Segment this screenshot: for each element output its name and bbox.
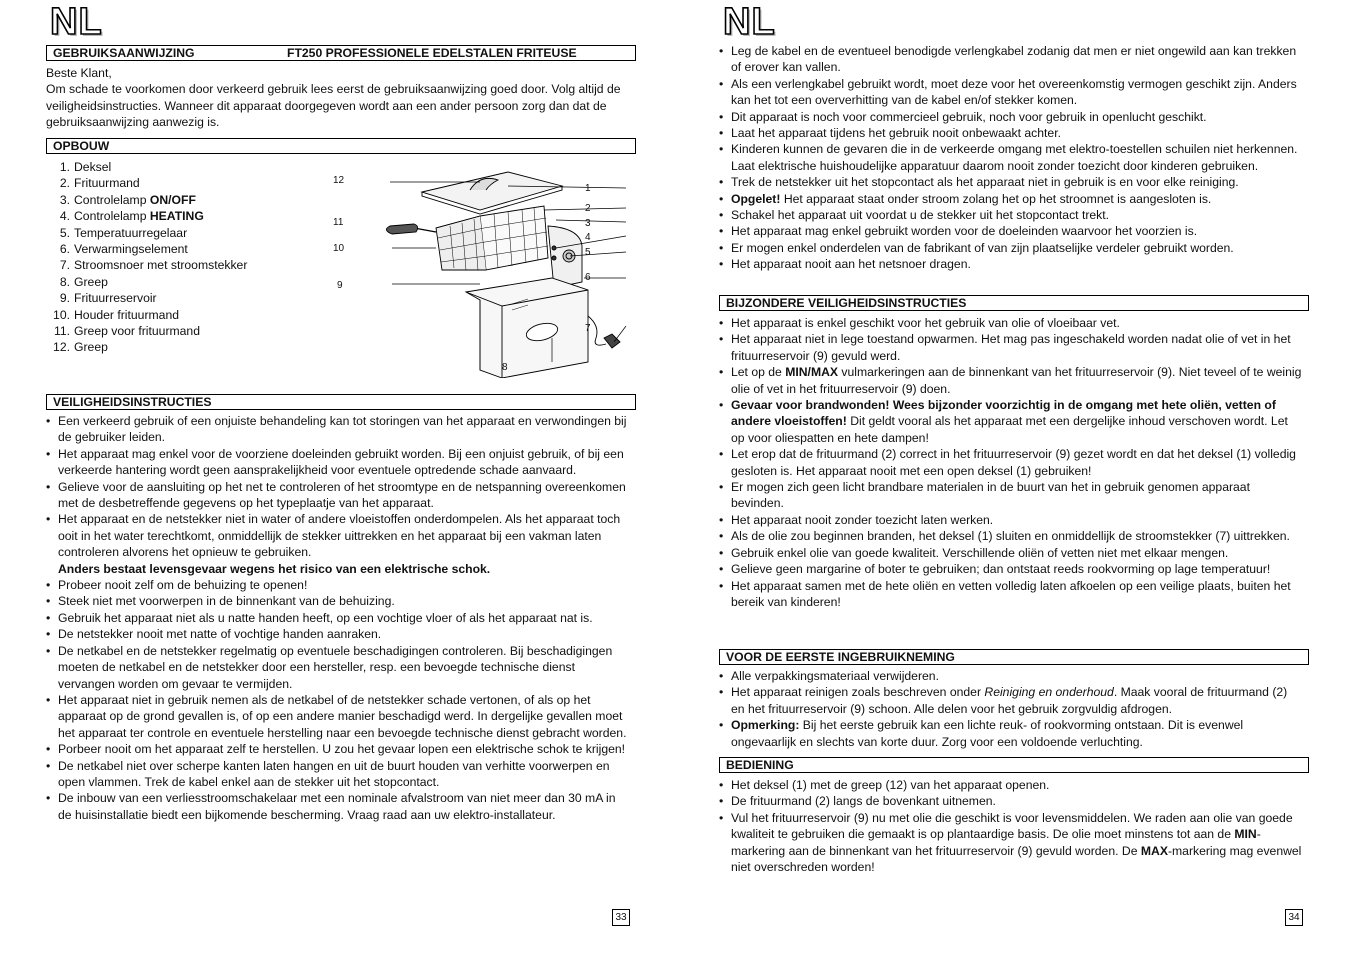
list-item: • Porbeer nooit om het apparaat zelf te herstellen. U zou het gevaar lopen een elektrische schok te krijgen! — [46, 741, 631, 757]
list-item: • Gevaar voor brandwonden! Wees bijzonder voorzichtig in de omgang met hete oliën, vetten of andere vloeistoffen! Dit geldt vooral als het apparaat met een dergelijke inhoud verschoven wordt. Let op voor oliespatten en hete dampen! — [719, 397, 1304, 446]
page-number: 33 — [612, 909, 630, 926]
list-item: • Er mogen enkel onderdelen van de fabrikant of van zijn plaatselijke verdeler gebruikt worden. — [719, 240, 1304, 256]
list-item: • Als een verlengkabel gebruikt wordt, moet deze voor het overeenkomstig vermogen geschikt zijn. Anders kan het tot een oververhitting van de kabel en/of stekker komen. — [719, 76, 1304, 109]
list-item: • Als de olie zou beginnen branden, het deksel (1) sluiten en onmiddellijk de stroomstekker (7) uittrekken. — [719, 528, 1304, 544]
section-bijzondere — [719, 295, 1309, 311]
general-safety-list — [719, 43, 1304, 273]
part-item: 11. Greep voor frituurmand — [53, 323, 200, 338]
page-right — [719, 0, 1304, 954]
section-title: VOOR DE EERSTE INGEBRUIKNEMING — [726, 650, 955, 664]
list-item: • Opmerking: Bij het eerste gebruik kan een lichte reuk- of rookvorming ontstaan. Dit is evenwel ongevaarlijk en slechts van korte duur. Zorg voor een voldoende verluchting. — [719, 717, 1304, 750]
list-item: • Gebruik het apparaat niet als u natte handen heeft, op een vochtige vloer of als het apparaat nat is. — [46, 610, 631, 626]
intro-text: Om schade te voorkomen door verkeerd gebruik lees eerst de gebruiksaanwijzing goed door. Volg altijd de veiligheidsinstructies. Wanneer dit apparaat doorgegeven wordt aan een ander persoon zorg dan dat de gebruiksaanwijzing aanwezig is. — [46, 82, 621, 130]
list-item: • Kinderen kunnen de gevaren die in de verkeerde omgang met elektro-toestellen schuilen niet herkennen. — [719, 141, 1304, 157]
list-item: • Een verkeerd gebruik of een onjuiste behandeling kan tot storingen van het apparaat en verwondingen bij de gebruiker leiden. — [46, 413, 631, 446]
part-item: 9. Frituurreservoir — [59, 291, 157, 306]
part-item: 6. Verwarmingselement — [59, 241, 188, 256]
diagram-label-5: 5 — [585, 247, 591, 258]
diagram-label-6: 6 — [585, 272, 591, 283]
list-item: • Er mogen zich geen licht brandbare materialen in de buurt van het in gebruik genomen apparaat bevinden. — [719, 479, 1304, 512]
product-name: FT250 PROFESSIONELE EDELSTALEN FRITEUSE — [287, 46, 577, 60]
list-item: • De netkabel en de netstekker regelmatig op eventuele beschadigingen controleren. Bij beschadigingen moeten de netkabel en de netstekker door een hersteller, resp. een bevoegde technische dienst vervangen worden om gevaar te vermijden. — [46, 643, 631, 692]
list-item: • Het deksel (1) met de greep (12) van het apparaat openen. — [719, 777, 1304, 793]
part-item: 8. Greep — [59, 274, 108, 289]
operation-list — [719, 777, 1304, 875]
section-veiligheid — [46, 394, 636, 410]
first-use-list — [719, 668, 1304, 750]
part-item: 7. Stroomsnoer met stroomstekker — [59, 258, 248, 273]
list-item: • De frituurmand (2) langs de bovenkant uitnemen. — [719, 793, 1304, 809]
diagram-label-3: 3 — [585, 218, 591, 229]
list-item: • Het apparaat is enkel geschikt voor het gebruik van olie of vloeibaar vet. — [719, 315, 1304, 331]
section-title: BIJZONDERE VEILIGHEIDSINSTRUCTIES — [726, 296, 967, 310]
diagram-label-4: 4 — [585, 232, 591, 243]
page-left — [46, 0, 631, 954]
list-item: • Gelieve voor de aansluiting op het net te controleren of het stroomtype en de netspanning overeenkomen met de desbetreffende gegevens op het typeplaatje van het apparaat. — [46, 479, 631, 512]
diagram-label-11: 11 — [333, 217, 344, 228]
list-item: • Leg de kabel en de eventueel benodigde verlengkabel zodanig dat men er niet ongewild aan kan trekken of erover kan vallen. — [719, 43, 1304, 76]
part-item: 3. Controlelamp ON/OFF — [59, 192, 196, 207]
list-item: • De inbouw van een verliesstroomschakelaar met een nominale afvalstroom van niet meer dan 30 mA in de huisinstallatie biedt een bijkomende bescherming. Vraag raad aan uw elektro-installateur. — [46, 790, 631, 823]
intro — [46, 65, 631, 131]
list-item: • Let erop dat de frituurmand (2) correct in het frituurreservoir (9) gezet wordt en dat het deksel (1) volledig gesloten is. Het apparaat nooit met een open deksel (1) gebruiken! — [719, 446, 1304, 479]
section-bediening — [719, 757, 1309, 773]
list-item: • Trek de netstekker uit het stopcontact als het apparaat niet in gebruik is en voor elke reiniging. — [719, 174, 1304, 190]
list-item: • Steek niet met voorwerpen in de binnenkant van de behuizing. — [46, 593, 631, 609]
section-title: OPBOUW — [53, 139, 110, 153]
diagram-label-8: 8 — [502, 362, 508, 373]
part-item: 5. Temperatuurregelaar — [59, 225, 188, 240]
warning-text: Anders bestaat levensgevaar wegens het risico van een elektrische schok. — [58, 561, 491, 576]
list-item: • Alle verpakkingsmateriaal verwijderen. — [719, 668, 1304, 684]
list-item: • Het apparaat niet in gebruik nemen als de netkabel of de netstekker schade vertonen, of als op het apparaat op de grond gevallen is, of op een andere manier beschadigd werd. In dergelijke gevallen moet het apparaat ter controle en eventuele herstelling naar een bevoegde technische dienst gebracht worden. — [46, 692, 631, 741]
list-item: • Het apparaat reinigen zoals beschreven onder Reiniging en onderhoud. Maak vooral de frituurmand (2) en het frituurreservoir (9) schoon. Alle delen voor het gebruik zorgvuldig afdrogen. — [719, 684, 1304, 717]
diagram-label-2: 2 — [585, 203, 591, 214]
list-item: • De netstekker nooit met natte of vochtige handen aanraken. — [46, 626, 631, 642]
manual-title: GEBRUIKSAANWIJZING — [53, 46, 195, 60]
manual-header — [46, 45, 636, 61]
special-safety-list — [719, 315, 1304, 610]
list-item: • Het apparaat mag enkel voor de voorziene doeleinden gebruikt worden. Bij een onjuist gebruik, of bij een verkeerde hantering wordt geen aansprakelijkheid voor eventuele optredende schade aanvaard. — [46, 446, 631, 479]
list-item: • De netkabel niet over scherpe kanten laten hangen en uit de buurt houden van verhitte voorwerpen en open vlammen. Trek de kabel enkel aan de stekker uit het stopcontact. — [46, 758, 631, 791]
part-item: 10. Houder frituurmand — [53, 307, 179, 322]
list-item: • Het apparaat en de netstekker niet in water of andere vloeistoffen onderdompelen. Als het apparaat toch ooit in het water terechtkomt, onmiddellijk de stekker uittrekken en het apparaat bij een vakman laten controleren alvorens het opnieuw te gebruiken. — [46, 511, 631, 560]
part-item: 1. Deksel — [59, 160, 112, 174]
list-item: • Gebruik enkel olie van goede kwaliteit. Verschillende oliën of vetten niet met elkaar mengen. — [719, 545, 1304, 561]
section-title: BEDIENING — [726, 758, 794, 772]
list-item: • Dit apparaat is noch voor commercieel gebruik, noch voor gebruik in openlucht geschikt. — [719, 109, 1304, 125]
diagram-label-9: 9 — [337, 280, 343, 291]
list-item: • Schakel het apparaat uit voordat u de stekker uit het stopcontact trekt. — [719, 207, 1304, 223]
language-heading: NL — [50, 1, 103, 43]
list-item: • Het apparaat samen met de hete oliën en vetten volledig laten afkoelen op een veilige plaats, buiten het bereik van kinderen! — [719, 578, 1304, 611]
part-item: 12. Greep — [53, 340, 108, 355]
section-title: VEILIGHEIDSINSTRUCTIES — [53, 395, 212, 409]
section-eerste-ingebruikneming — [719, 649, 1309, 665]
diagram-label-1: 1 — [585, 183, 591, 194]
parts-list — [46, 159, 247, 356]
list-item: • Let op de MIN/MAX vulmarkeringen aan de binnenkant van het frituurreservoir (9). Niet teveel of te weinig olie of vet in het frituurreservoir (9) doen. — [719, 364, 1304, 397]
list-item-continuation: Laat elektrische huishoudelijke apparatuur daarom nooit zonder toezicht door kinderen gebruiken. — [731, 158, 1259, 173]
list-item: • Het apparaat niet in lege toestand opwarmen. Het mag pas ingeschakeld worden nadat olie of vet in het frituurreservoir (9) gevuld werd. — [719, 331, 1304, 364]
list-item: • Gelieve geen margarine of boter te gebruiken; dan ontstaat reeds rookvorming op lage temperatuur! — [719, 561, 1304, 577]
page-number: 34 — [1285, 909, 1303, 926]
section-opbouw — [46, 138, 636, 154]
diagram-label-7: 7 — [585, 323, 591, 334]
list-item: • Opgelet! Het apparaat staat onder stroom zolang het op het stroomnet is aangesloten is. — [719, 191, 1304, 207]
safety-list — [46, 413, 631, 823]
part-item: 4. Controlelamp HEATING — [59, 209, 204, 224]
list-item: • Laat het apparaat tijdens het gebruik nooit onbewaakt achter. — [719, 125, 1304, 141]
diagram-label-12: 12 — [333, 175, 345, 186]
language-heading: NL — [723, 1, 776, 43]
list-item: • Probeer nooit zelf om de behuizing te openen! — [46, 577, 631, 593]
greeting: Beste Klant, — [46, 66, 112, 80]
diagram-label-10: 10 — [333, 243, 345, 254]
list-item: • Vul het frituurreservoir (9) nu met olie die geschikt is voor levensmiddelen. We raden aan olie van goede kwaliteit te gebruiken die gemaakt is op plantaardige basis. De olie moet minstens tot aan de MIN-markering aan de binnenkant van het frituurreservoir (9) gevuld worden. De MAX-markering mag evenwel niet overschreden worden! — [719, 810, 1304, 876]
list-item: • Het apparaat mag enkel gebruikt worden voor de doeleinden waarvoor het voorzien is. — [719, 223, 1304, 239]
list-item: • Het apparaat nooit zonder toezicht laten werken. — [719, 512, 1304, 528]
list-item: • Het apparaat nooit aan het netsnoer dragen. — [719, 256, 1304, 272]
part-item: 2. Frituurmand — [59, 176, 140, 191]
